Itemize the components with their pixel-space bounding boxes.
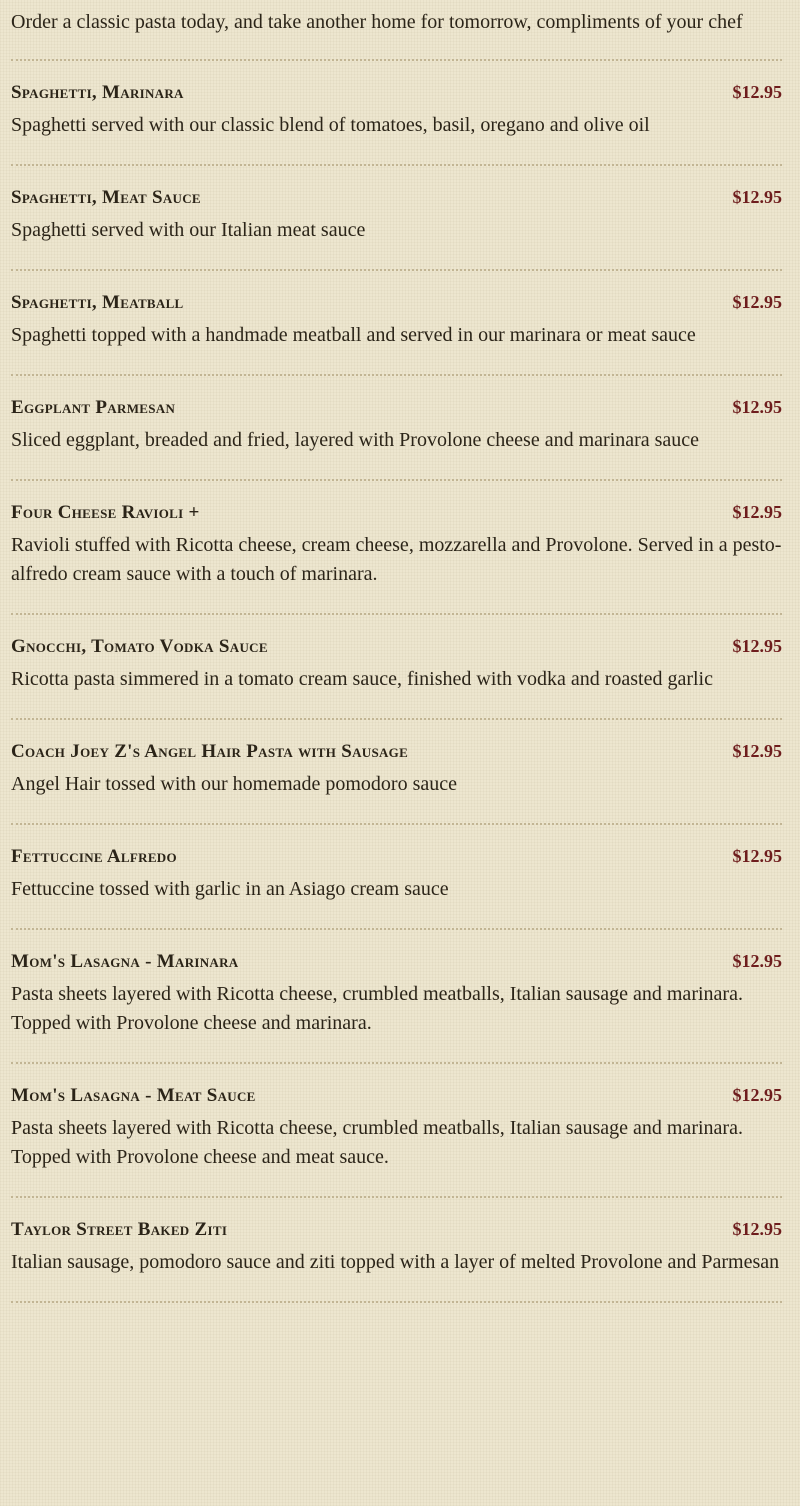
menu-item-name[interactable]: Gnocchi, Tomato Vodka Sauce — [11, 636, 268, 657]
menu-intro: Order a classic pasta today, and take another home for tomorrow, compliments of your chef — [11, 8, 782, 61]
menu-item-header — [11, 846, 782, 866]
menu-item-price: $12.95 — [732, 1219, 782, 1239]
menu-item-header — [11, 1085, 782, 1105]
menu-item-header — [11, 951, 782, 971]
menu-item-description: Sliced eggplant, breaded and fried, layered with Provolone cheese and marinara sauce — [11, 429, 700, 451]
menu-item-price: $12.95 — [732, 187, 782, 207]
menu-item-header — [11, 187, 782, 207]
menu-item-header — [11, 502, 782, 522]
menu-item-header — [11, 636, 782, 656]
menu-item-name[interactable]: Spaghetti, Meatball — [11, 292, 184, 313]
menu-item — [11, 61, 782, 166]
menu-item — [11, 1198, 782, 1303]
menu-item-price: $12.95 — [732, 292, 782, 312]
menu-item-description: Ricotta pasta simmered in a tomato cream sauce, finished with vodka and roasted garlic — [11, 668, 713, 690]
menu-item — [11, 930, 782, 1064]
menu-item-name[interactable]: Spaghetti, Meat Sauce — [11, 187, 201, 208]
menu-item-name[interactable]: Coach Joey Z's Angel Hair Pasta with Sausage — [11, 741, 409, 762]
menu-item — [11, 615, 782, 720]
menu-item-header — [11, 741, 782, 761]
menu-item — [11, 825, 782, 930]
menu-item-name[interactable]: Eggplant Parmesan — [11, 397, 176, 418]
menu-item-price: $12.95 — [732, 741, 782, 761]
menu-item-description: Ravioli stuffed with Ricotta cheese, cream cheese, mozzarella and Provolone. Served in a pesto-alfredo cream sauce with a touch of marinara. — [11, 534, 782, 585]
menu-item-price: $12.95 — [732, 951, 782, 971]
menu-item — [11, 166, 782, 271]
menu-item-description: Spaghetti served with our classic blend of tomatoes, basil, oregano and olive oil — [11, 114, 650, 136]
menu-item-header — [11, 82, 782, 102]
menu-item — [11, 1064, 782, 1198]
menu-item-description: Fettuccine tossed with garlic in an Asiago cream sauce — [11, 878, 449, 900]
menu-item-description: Pasta sheets layered with Ricotta cheese, crumbled meatballs, Italian sausage and marinara. Topped with Provolone cheese and marinara. — [11, 983, 743, 1034]
menu-item-name[interactable]: Four Cheese Ravioli + — [11, 502, 200, 523]
menu-item-description: Spaghetti served with our Italian meat sauce — [11, 219, 366, 241]
menu-item-price: $12.95 — [732, 846, 782, 866]
menu-item — [11, 720, 782, 825]
menu-item-name[interactable]: Mom's Lasagna - Meat Sauce — [11, 1085, 256, 1106]
menu-item — [11, 376, 782, 481]
menu-item-description: Spaghetti topped with a handmade meatball and served in our marinara or meat sauce — [11, 324, 696, 346]
menu-item — [11, 481, 782, 615]
menu-item-price: $12.95 — [732, 82, 782, 102]
menu-item-name[interactable]: Fettuccine Alfredo — [11, 846, 177, 867]
menu-item-header — [11, 1219, 782, 1239]
menu-item-name[interactable]: Taylor Street Baked Ziti — [11, 1219, 228, 1240]
menu-item-price: $12.95 — [732, 636, 782, 656]
menu-item-description: Pasta sheets layered with Ricotta cheese, crumbled meatballs, Italian sausage and marinara. Topped with Provolone cheese and meat sauce. — [11, 1117, 743, 1168]
menu-item-name[interactable]: Spaghetti, Marinara — [11, 82, 184, 103]
menu-item-price: $12.95 — [732, 397, 782, 417]
menu-item-description: Angel Hair tossed with our homemade pomodoro sauce — [11, 773, 458, 795]
menu-item-price: $12.95 — [732, 502, 782, 522]
menu-item-price: $12.95 — [732, 1085, 782, 1105]
menu-item-header — [11, 292, 782, 312]
menu-item-header — [11, 397, 782, 417]
menu-item-description: Italian sausage, pomodoro sauce and ziti topped with a layer of melted Provolone and Parmesan — [11, 1251, 780, 1273]
menu-item-name[interactable]: Mom's Lasagna - Marinara — [11, 951, 239, 972]
menu-item — [11, 271, 782, 376]
